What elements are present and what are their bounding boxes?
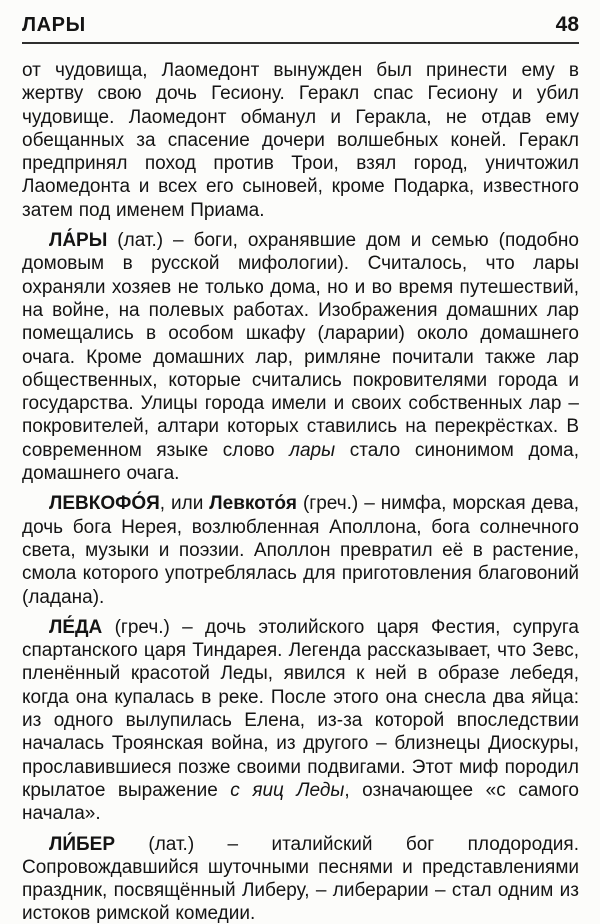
page-body [22, 44, 579, 924]
paragraph-laomedon-continuation [22, 59, 579, 222]
entry-headword: Левкото́я [209, 493, 298, 515]
body-run: от чудовища, Лаомедонт вынужден был принести ему в жертву свою дочь Гесиону. Геракл спас Гесиону и убил чудовище. Лаомедонт обманул и Геракла, не отдав ему обещанных за спасение дочери волшебных коней. Геракл предпринял поход против Трои, взял город, уничтожил Лаомедонта и всех его сыновей, кроме Подарка, известного затем под именем Приама. [22, 60, 579, 221]
body-run: (лат.) – боги, охранявшие дом и семью (подобно домовым в русской мифологии). Считалось, что лары охраняли хозяев не только дома, но и во время путешествий, на войне, на полевых работах. Изображения домашних лар помещались в особом шкафу (ларарии) около домашнего очага. Кроме домашних лар, римляне почитали также лар общественных, которые считались покровителями города и государства. Улицы города имели и своих собственных лар – покровителей, алтари которых ставились на перекрёстках. В современном языке слово [22, 230, 579, 461]
body-run: стало синонимом дома, домашнего очага. [22, 439, 580, 485]
page-number: 48 [555, 13, 579, 36]
running-title: ЛАРЫ [22, 14, 86, 36]
entry-headword: ЛЕВКОФО́Я [49, 493, 160, 515]
entry-headword: ЛЕ́ДА [49, 616, 103, 638]
body-run: , или [159, 493, 210, 515]
entry-levkofoya [22, 492, 579, 608]
body-run: (лат.) – италийский бог плодородия. Сопровождавшийся шуточными песнями и представлениями праздник, посвящённый Либеру, – либерарии – стал одним из истоков римской комедии. [22, 833, 579, 924]
emphasis-text: лары [289, 439, 336, 461]
entry-lary [22, 229, 579, 485]
body-run: (греч.) – нимфа, морская дева, дочь бога Нерея, возлюбленная Аполлона, бога солнечного света, музыки и поэзии. Аполлон превратил её в растение, смола которого употреблялась для приготовления благовоний (ладана). [22, 493, 579, 608]
entry-liber [22, 833, 579, 924]
body-run: , означающее «с самого начала». [22, 779, 580, 825]
entry-headword: ЛА́РЫ [49, 230, 108, 252]
running-head [22, 14, 579, 44]
entry-headword: ЛИ́БЕР [49, 833, 115, 855]
body-run: (греч.) – дочь этолийского царя Фестия, супруга спартанского царя Тиндарея. Легенда рассказывает, что Зевс, пленённый красотой Леды, явился к ней в образе лебедя, когда она купалась в реке. После этого она снесла два яйца: из одного вылупилась Елена, из-за которой впоследствии началась Троянская война, из другого – близнецы Диоскуры, прославившиеся позже своими подвигами. Этот миф породил крылатое выражение [22, 616, 579, 801]
emphasis-text: с яиц Леды [230, 779, 345, 801]
entry-leda [22, 616, 579, 826]
